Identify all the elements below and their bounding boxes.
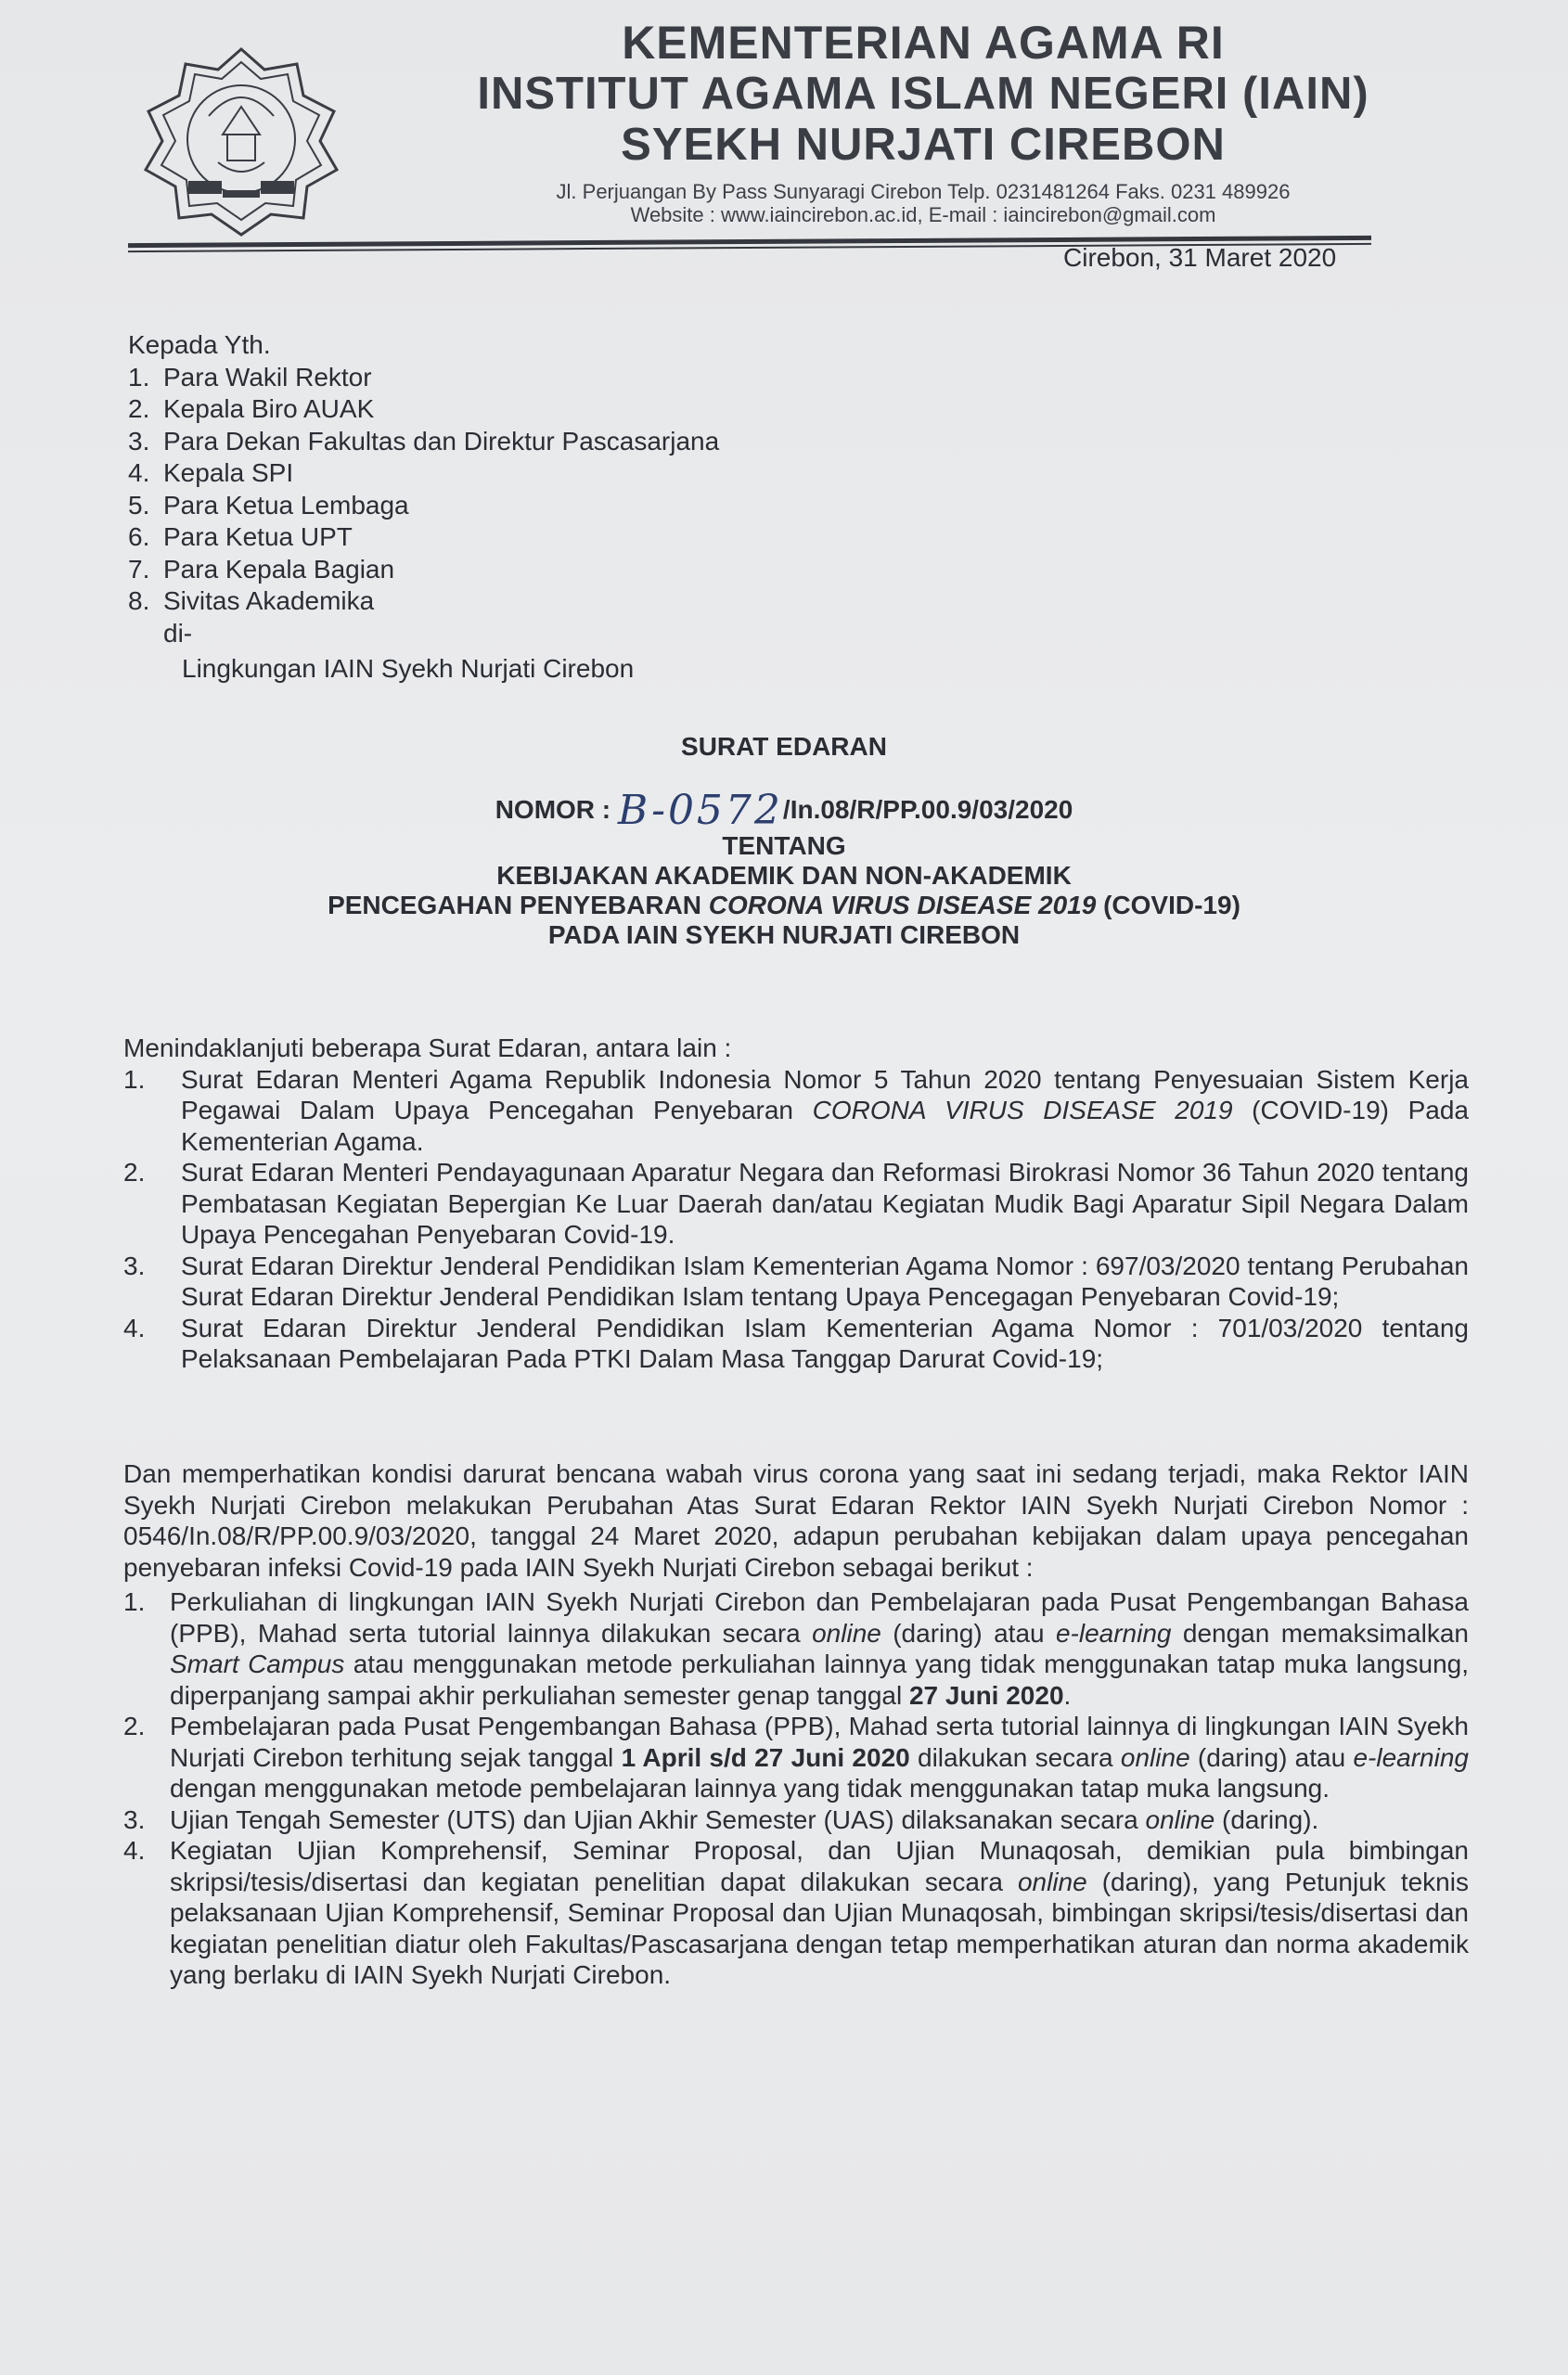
list-item: 3. Ujian Tengah Semester (UTS) dan Ujian Akhir Semester (UAS) dilaksanakan secara online (daring). <box>123 1804 1319 1834</box>
letterhead <box>390 17 1457 226</box>
document-subject: TENTANG KEBIJAKAN AKADEMIK DAN NON-AKADEMIK PENCEGAHAN PENYEBARAN CORONA VIRUS DISEASE 2019 (COVID-19) PADA IAIN SYEKH NURJATI CIREBON <box>328 831 1240 949</box>
references-section <box>123 1033 1469 1375</box>
list-item: 1. Surat Edaran Menteri Agama Republik Indonesia Nomor 5 Tahun 2020 tentang Penyesuaian Sistem Kerja Pegawai Dalam Upaya Pencegahan Penyebaran CORONA VIRUS DISEASE 2019 (COVID-19) Pada Kementerian Agama. <box>123 1064 1469 1156</box>
list-item: 7. Para Kepala Bagian <box>128 554 395 584</box>
references-intro: Menindaklanjuti beberapa Surat Edaran, antara lain : <box>123 1033 732 1062</box>
ministry-name: KEMENTERIAN AGAMA RI <box>622 17 1225 69</box>
list-item: 1. Para Wakil Rektor <box>128 362 372 392</box>
list-item: 8. Sivitas Akademika <box>128 586 375 615</box>
list-item: 3. Para Dekan Fakultas dan Direktur Pascasarjana <box>128 426 720 456</box>
list-item: 3. Surat Edaran Direktur Jenderal Pendidikan Islam Kementerian Agama Nomor : 697/03/2020 tentang Perubahan Surat Edaran Direktur Jenderal Pendidikan Islam tentang Upaya Pencegagan Penyebaran Covid-19; <box>123 1251 1469 1311</box>
contact-line: Website : www.iaincirebon.ac.id, E-mail : iaincirebon@gmail.com <box>630 203 1216 227</box>
policy-intro: Dan memperhatikan kondisi darurat bencana wabah virus corona yang saat ini sedang terjadi, maka Rektor IAIN Syekh Nurjati Cirebon melakukan Perubahan Atas Surat Edaran Rektor IAIN Syekh Nurjati Cirebon Nomor : 0546/In.08/R/PP.00.9/03/2020, tanggal 24 Maret 2020, adapun perubahan kebijakan dalam upaya pencegahan penyebaran infeksi Covid-19 pada IAIN Syekh Nurjati Cirebon sebagai berikut : <box>123 1459 1469 1582</box>
address-line: Jl. Perjuangan By Pass Sunyaragi Cirebon Telp. 0231481264 Faks. 0231 489926 <box>556 179 1291 203</box>
list-item: 4. Kepala SPI <box>128 458 294 487</box>
list-item: 4. Surat Edaran Direktur Jenderal Pendidikan Islam Kementerian Agama Nomor : 701/03/2020 tentang Pelaksanaan Pembelajaran Pada PTKI Dalam Masa Tanggap Darurat Covid-19; <box>123 1313 1469 1373</box>
recipients-block <box>128 329 719 686</box>
salutation: Kepada Yth. <box>128 330 271 359</box>
recipient-list <box>128 362 719 618</box>
list-item: 2. Kepala Biro AUAK <box>128 394 375 423</box>
document-number: NOMOR : B-0572/In.08/R/PP.00.9/03/2020 <box>495 787 1073 834</box>
list-item: 6. Para Ketua UPT <box>128 522 353 551</box>
institute-name: INSTITUT AGAMA ISLAM NEGERI (IAIN) <box>477 69 1369 119</box>
list-item: 2. Pembelajaran pada Pusat Pengembangan Bahasa (PPB), Mahad serta tutorial lainnya di lingkungan IAIN Syekh Nurjati Cirebon terhitung sejak tanggal 1 April s/d 27 Juni 2020 dilakukan secara online (daring) atau e-learning dengan menggunakan metode pembelajaran lainnya yang tidak menggunakan tatap muka langsung. <box>123 1712 1469 1803</box>
handwritten-number: B-0572 <box>617 787 783 834</box>
recipient-di: di- <box>163 618 193 648</box>
list-item: 5. Para Ketua Lembaga <box>128 490 409 520</box>
policy-section <box>123 1458 1469 1991</box>
institute-subname: SYEKH NURJATI CIREBON <box>621 119 1226 170</box>
iain-emblem-logo-icon <box>135 42 348 241</box>
document-title: SURAT EDARAN <box>681 732 887 761</box>
policy-list <box>123 1586 1469 1991</box>
list-item: 2. Surat Edaran Menteri Pendayagunaan Aparatur Negara dan Reformasi Birokrasi Nomor 36 Tahun 2020 tentang Pembatasan Kegiatan Bepergian Ke Luar Daerah dan/atau Kegiatan Mudik Bagi Aparatur Sipil Negara Dalam Upaya Pencegahan Penyebaran Covid-19. <box>123 1158 1469 1249</box>
list-item: 4. Kegiatan Ujian Komprehensif, Seminar Proposal, dan Ujian Munaqosah, demikian pula bimbingan skripsi/tesis/disertasi dan kegiatan penelitian dapat dilakukan secara online (daring), yang Petunjuk teknis pelaksanaan Ujian Komprehensif, Seminar Proposal dan Ujian Munaqosah, bimbingan skripsi/tesis/disertasi dan kegiatan penelitian diatur oleh Fakultas/Pascasarjana dengan tetap memperhatikan aturan dan norma akademik yang berlaku di IAIN Syekh Nurjati Cirebon. <box>123 1836 1469 1989</box>
references-list <box>123 1064 1469 1375</box>
recipient-location: Lingkungan IAIN Syekh Nurjati Cirebon <box>182 654 635 683</box>
letter-date: Cirebon, 31 Maret 2020 <box>1063 243 1337 272</box>
list-item: 1. Perkuliahan di lingkungan IAIN Syekh Nurjati Cirebon dan Pembelajaran pada Pusat Pengembangan Bahasa (PPB), Mahad serta tutorial lainnya dilakukan secara online (daring) atau e-learning dengan memaksimalkan Smart Campus atau menggunakan metode perkuliahan lainnya yang tidak menggunakan tatap muka langsung, diperpanjang sampai akhir perkuliahan semester genap tanggal 27 Juni 2020. <box>123 1587 1469 1710</box>
